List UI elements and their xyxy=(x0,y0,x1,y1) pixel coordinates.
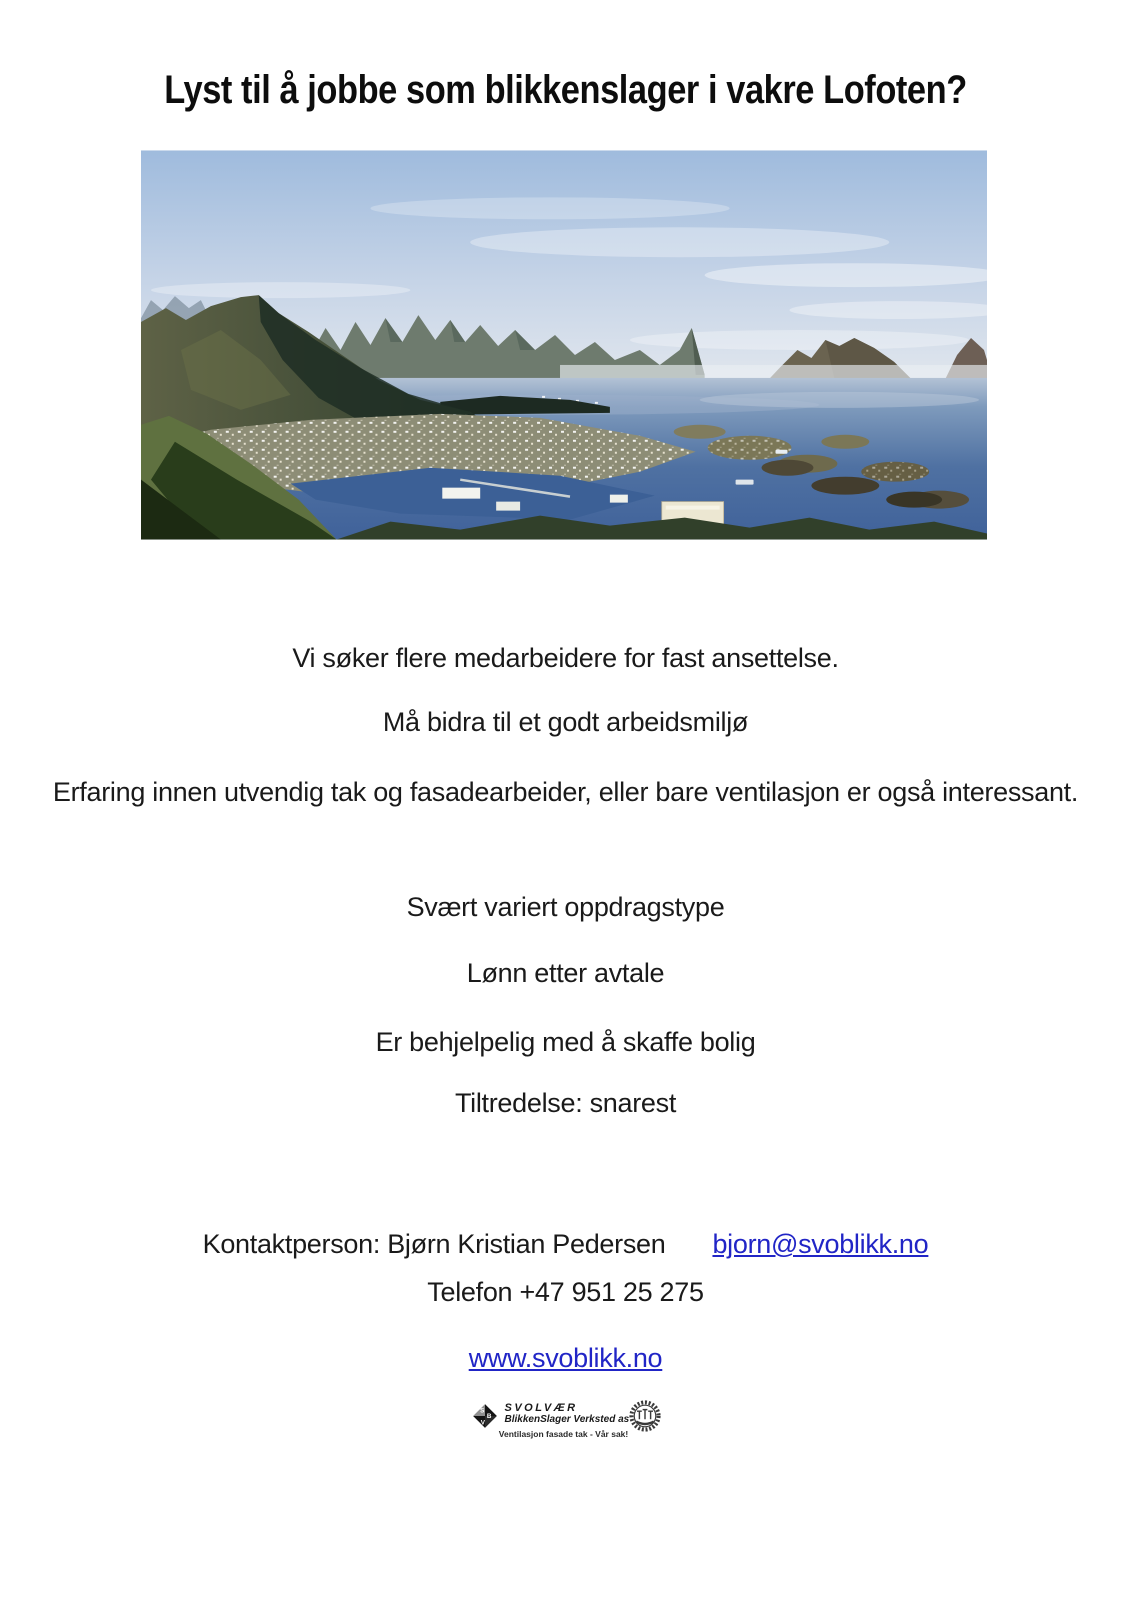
page-title: Lyst til å jobbe som blikkenslager i vakre Lofoten? xyxy=(164,68,967,112)
body-paragraph: Tiltredelse: snarest xyxy=(454,1088,677,1118)
company-name-line2: BlikkenSlager Verksted as xyxy=(504,1414,630,1425)
lofoten-photo xyxy=(141,150,987,540)
body-paragraph: Lønn etter avtale xyxy=(466,958,665,988)
company-name-block xyxy=(498,1402,630,1439)
body-paragraph: Svært variert oppdragstype xyxy=(406,892,725,922)
website-link[interactable]: www.svoblikk.no xyxy=(468,1343,663,1373)
diamond-monogram-icon xyxy=(471,1402,499,1430)
phone-line: Telefon +47 951 25 275 xyxy=(427,1277,704,1307)
guild-emblem-icon xyxy=(629,1400,661,1432)
company-name-line1: SVOLVÆR xyxy=(504,1402,578,1414)
company-tagline: Ventilasjon fasade tak - Vår sak! xyxy=(498,1429,629,1439)
body-paragraph: Erfaring innen utvendig tak og fasadearbeider, eller bare ventilasjon er også interessant. xyxy=(52,777,1079,807)
monogram-letter-b: B xyxy=(486,1413,491,1421)
email-link[interactable]: bjorn@svoblikk.no xyxy=(712,1229,929,1259)
contact-line xyxy=(0,1228,1131,1260)
website-line xyxy=(0,1342,1131,1374)
body-paragraph: Vi søker flere medarbeidere for fast ansettelse. xyxy=(292,643,839,673)
body-paragraph: Må bidra til et godt arbeidsmiljø xyxy=(382,707,749,737)
monogram-letter-s: S xyxy=(479,1407,484,1415)
monogram-letter-v: V xyxy=(480,1419,485,1427)
contact-person-label: Kontaktperson: Bjørn Kristian Pedersen xyxy=(202,1229,666,1259)
body-paragraph: Er behjelpelig med å skaffe bolig xyxy=(375,1027,756,1057)
lofoten-photo-illustration xyxy=(141,150,987,540)
company-logo xyxy=(0,1402,1131,1439)
